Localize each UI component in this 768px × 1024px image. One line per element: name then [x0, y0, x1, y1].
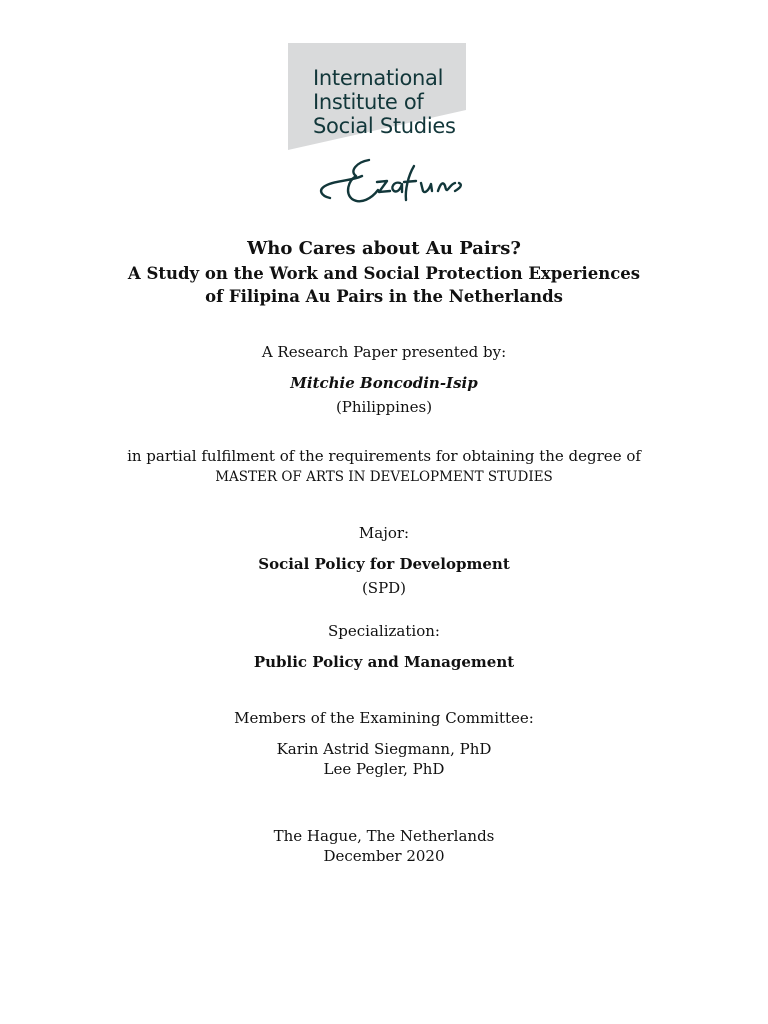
specialization-name: Public Policy and Management [253, 653, 515, 671]
author-country: (Philippines) [335, 398, 433, 416]
committee-member: Karin Astrid Siegmann, PhD [276, 740, 492, 758]
fulfilment-text: in partial fulfilment of the requirements for obtaining the degree of [127, 447, 641, 465]
paper-subtitle [0, 262, 768, 308]
erasmus-signature-icon [321, 160, 461, 201]
specialization-label: Specialization: [328, 622, 440, 640]
presented-by-label: A Research Paper presented by: [261, 343, 507, 361]
committee-member: Lee Pegler, PhD [323, 760, 445, 778]
institute-name-line: Institute of [313, 90, 424, 114]
committee-label: Members of the Examining Committee: [234, 709, 534, 727]
institute-name-line: Social Studies [313, 114, 456, 138]
paper-title: Who Cares about Au Pairs? [247, 238, 521, 259]
major-abbreviation: (SPD) [361, 579, 407, 597]
subtitle-line: A Study on the Work and Social Protection Experiences [127, 264, 641, 283]
institute-name-line: International [313, 66, 444, 90]
institute-name [313, 66, 456, 138]
major-label: Major: [358, 524, 410, 542]
institute-logo [0, 0, 768, 220]
place: The Hague, The Netherlands [273, 827, 495, 845]
degree-name: MASTER OF ARTS IN DEVELOPMENT STUDIES [215, 469, 553, 485]
date: December 2020 [323, 847, 445, 865]
subtitle-line: of Filipina Au Pairs in the Netherlands [205, 287, 563, 306]
major-name: Social Policy for Development [258, 555, 510, 573]
author-name: Mitchie Boncodin-Isip [290, 374, 478, 392]
